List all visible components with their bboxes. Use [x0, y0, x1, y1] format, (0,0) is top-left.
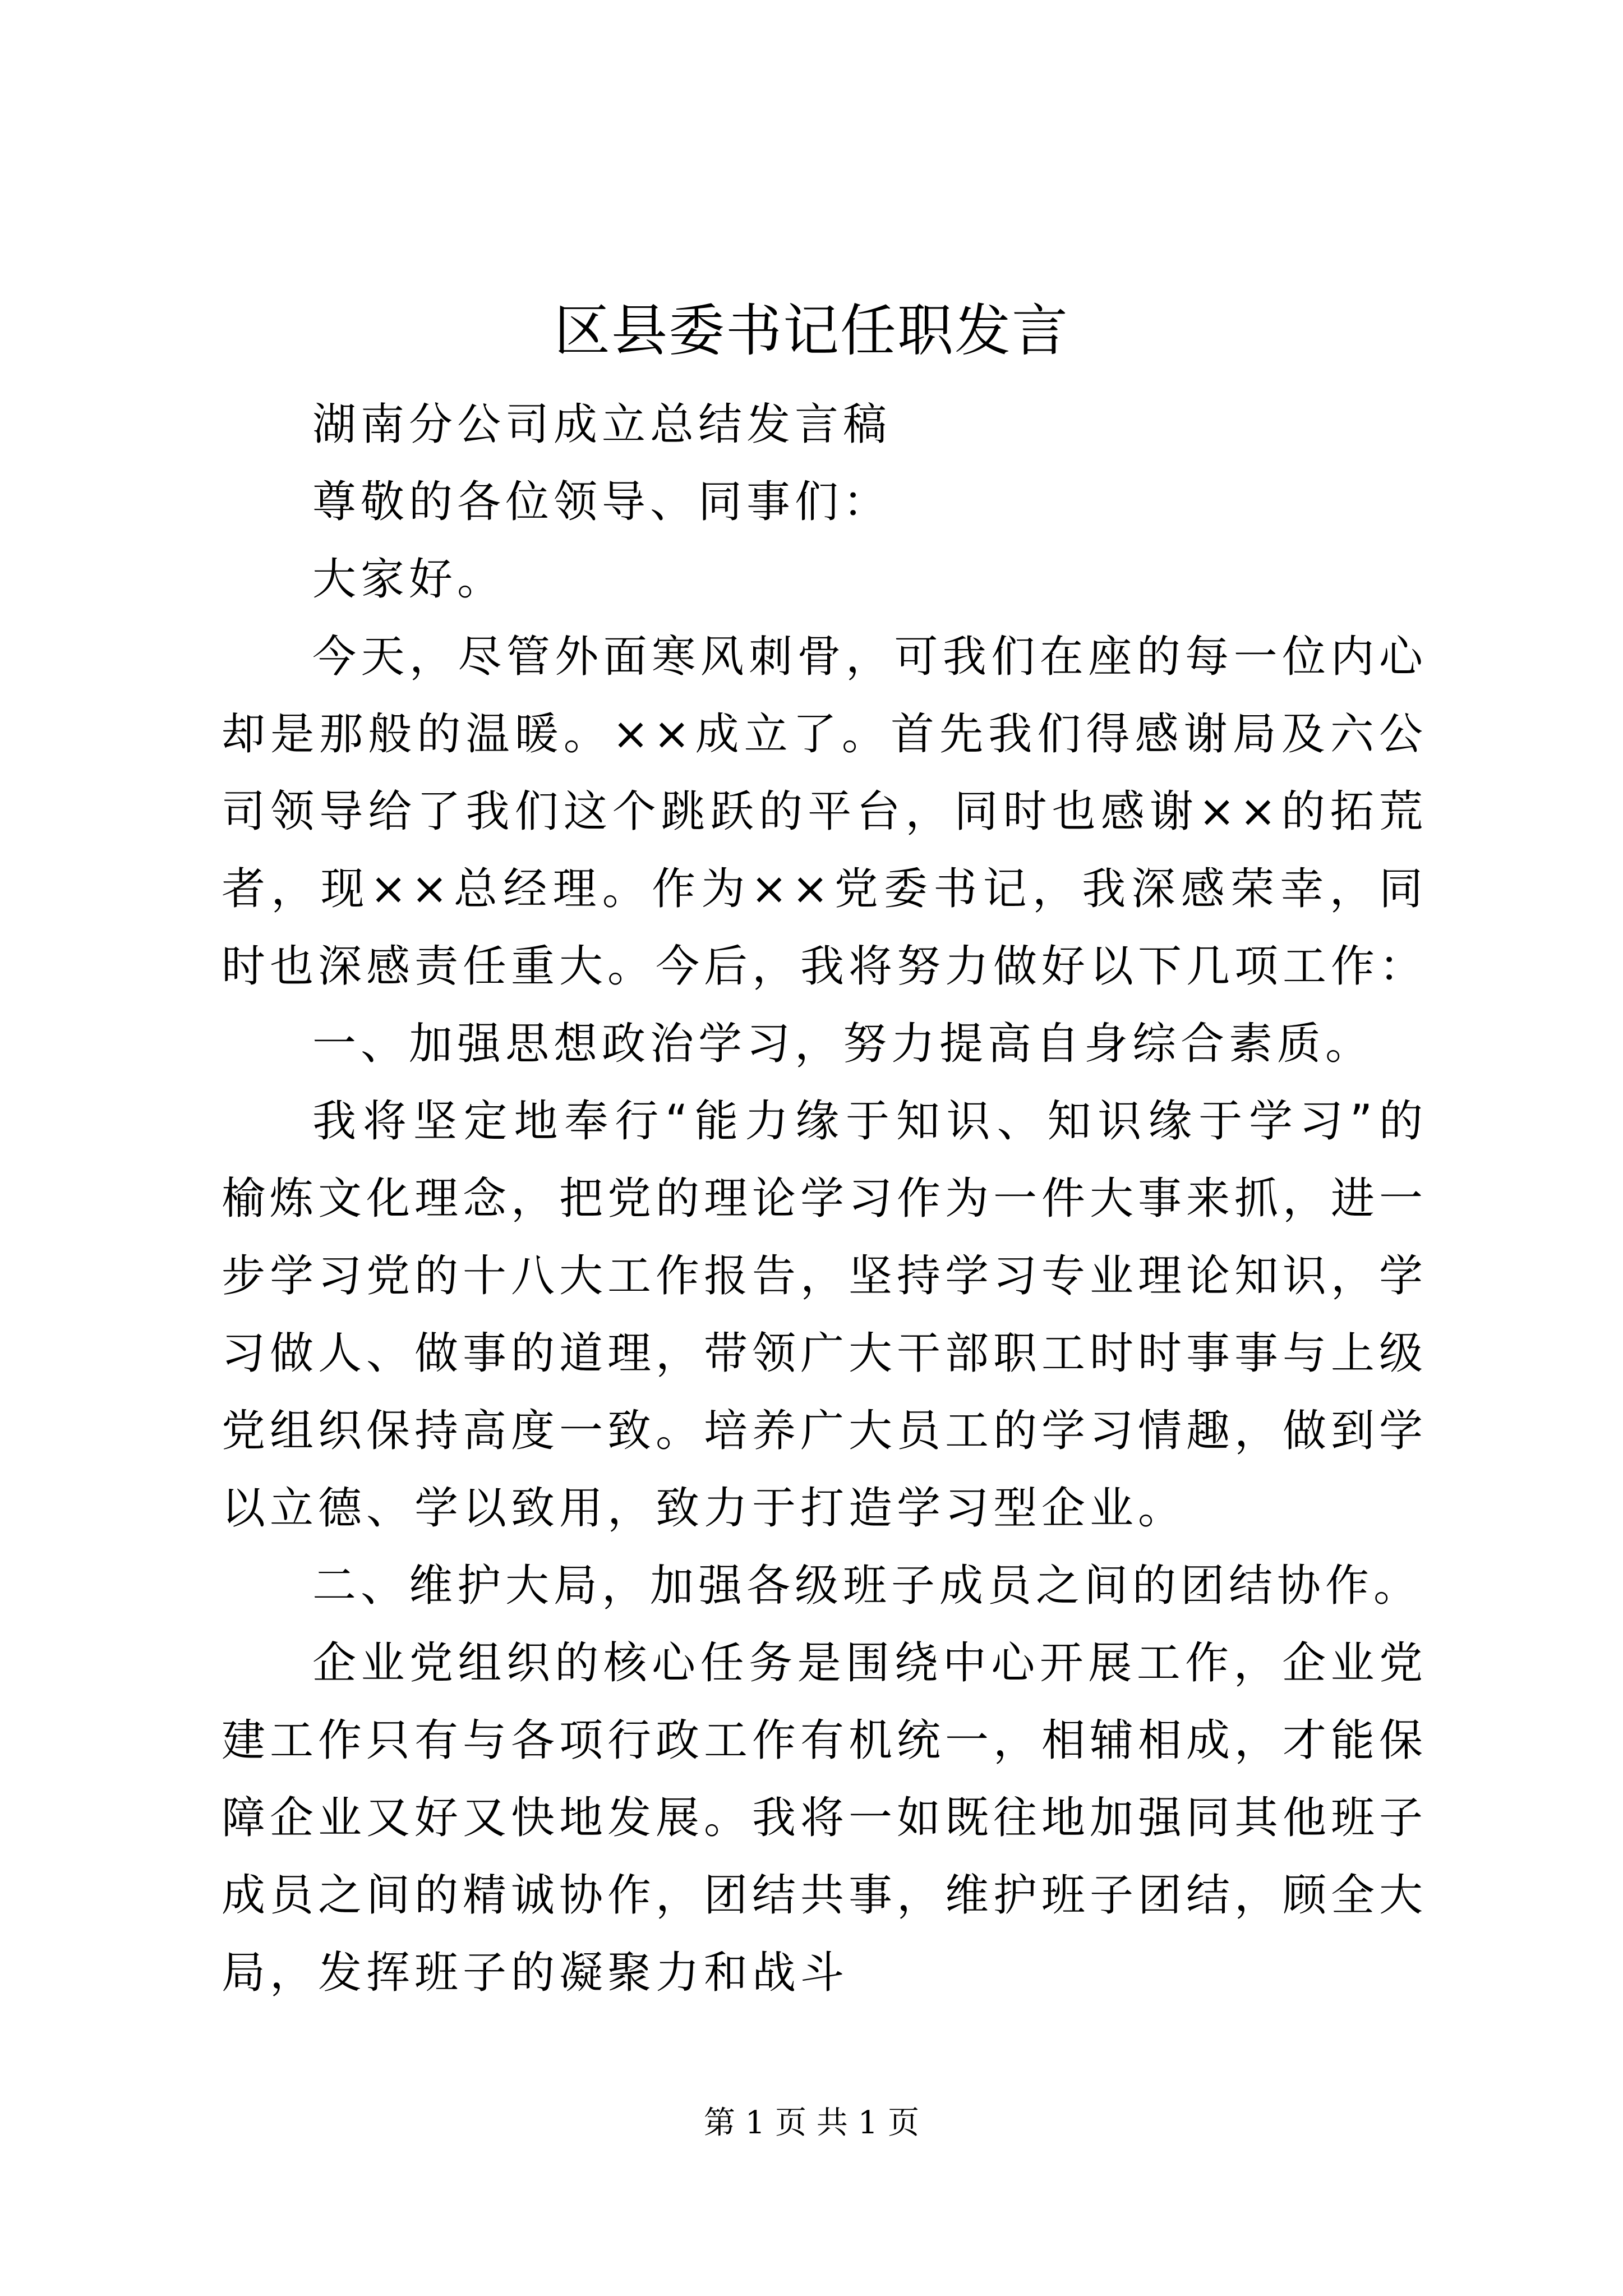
- paragraph-salutation: 尊敬的各位领导、同事们：: [312, 477, 892, 527]
- document-body: [222, 386, 1427, 2012]
- paragraph-intro: 今天，尽管外面寒风刺骨，可我们在座的每一位内心却是那般的温暖。××成立了。首先我们得感谢局及六公司领导给了我们这个跳跃的平台，同时也感谢××的拓荒者，现××总经理。作为××党委书记，我深感荣幸，同时也深感责任重大。今后，我将努力做好以下几项工作：: [222, 632, 1428, 992]
- paragraph-heading-1: 一、加强思想政治学习，努力提高自身综合素质。: [312, 1019, 1374, 1069]
- paragraph-heading-2: 二、维护大局，加强各级班子成员之间的团结协作。: [312, 1561, 1422, 1611]
- paragraph-subtitle: 湖南分公司成立总结发言稿: [312, 399, 892, 450]
- document-title: 区县委书记任职发言: [554, 298, 1069, 364]
- paragraph-greeting: 大家好。: [312, 554, 506, 605]
- paragraph-study: 我将坚定地奉行“能力缘于知识、知识缘于学习”的榆炼文化理念，把党的理论学习作为一件大事来抓，进一步学习党的十八大工作报告，坚持学习专业理论知识，学习做人、做事的道理，带领广大干部职工时时事事与上级党组织保持高度一致。培养广大员工的学习情趣，做到学以立德、学以致用，致力于打造学习型企业。: [222, 1096, 1428, 1534]
- paragraph-teamwork: 企业党组织的核心任务是围绕中心开展工作，企业党建工作只有与各项行政工作有机统一，相辅相成，才能保障企业又好又快地发展。我将一如既往地加强同其他班子成员之间的精诚协作，团结共事，维护班子团结，顾全大局，发挥班子的凝聚力和战斗: [222, 1638, 1428, 1998]
- page-footer: 第 1 页 共 1 页: [703, 2105, 920, 2141]
